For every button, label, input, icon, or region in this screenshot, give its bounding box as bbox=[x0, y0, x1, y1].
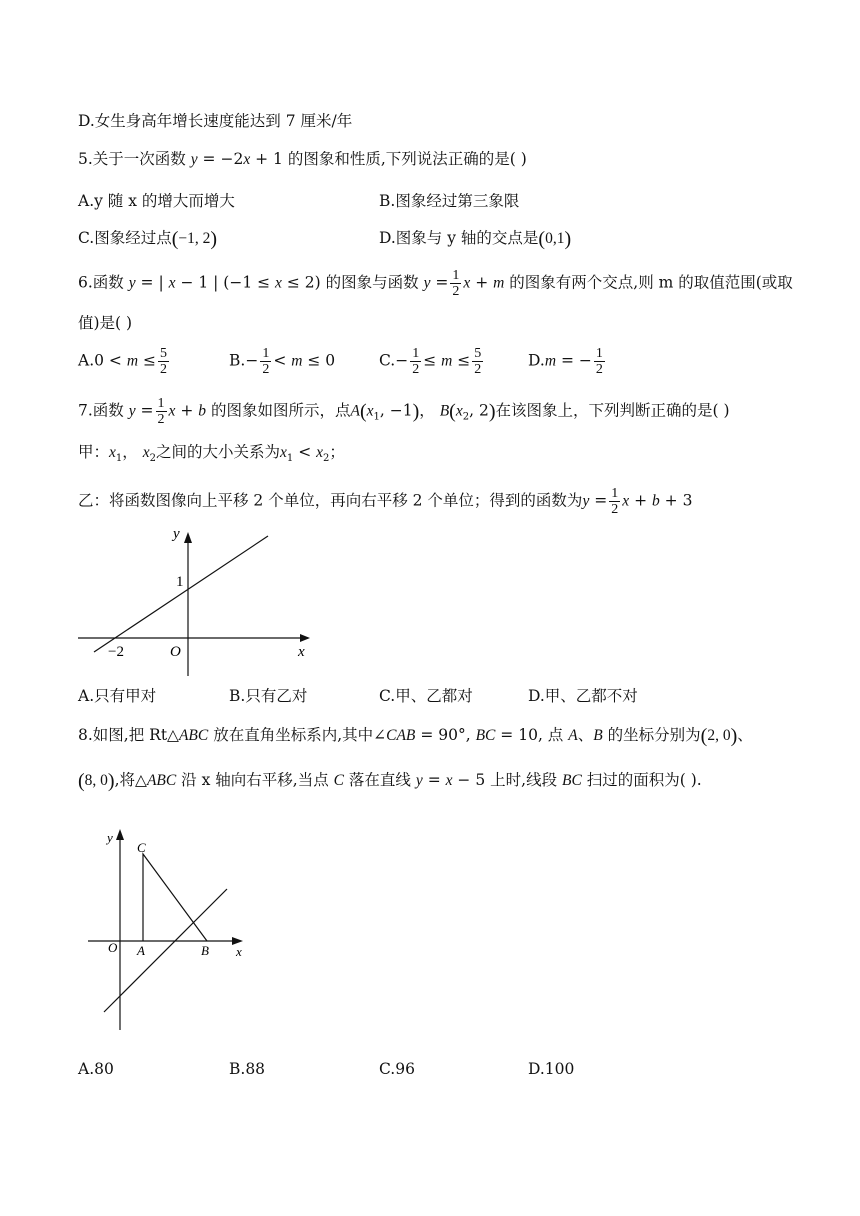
q6-option-b: B.− $\frac{1}{2}$ < m ≤ 0 bbox=[229, 346, 336, 377]
q6-stem-line2: 值)是( ) bbox=[78, 314, 133, 332]
q7-statement-yi: 乙：将函数图像向上平移 2 个单位，再向右平移 2 个单位；得到的函数为y = $\frac{1}{2}$ x + b + 3 bbox=[78, 486, 693, 517]
q8-option-d: D.100 bbox=[528, 1060, 575, 1078]
q8-option-c: C.96 bbox=[379, 1060, 415, 1078]
q7-origin-label: O bbox=[170, 644, 181, 660]
q7-function-line bbox=[94, 536, 268, 652]
q5-option-a: A.y 随 x 的增大而增大 bbox=[78, 192, 235, 210]
q8-option-b: B.88 bbox=[229, 1060, 266, 1078]
q8-origin-label: O bbox=[108, 940, 118, 955]
q7-y-arrow-icon bbox=[184, 532, 192, 543]
q7-statement-jia: 甲：$x_1$， $x_2$之间的大小关系为$x_1 < x_2$； bbox=[78, 443, 345, 465]
q8-point-a-label: A bbox=[137, 943, 145, 958]
q7-option-b: B.只有乙对 bbox=[229, 687, 308, 705]
q8-graph bbox=[80, 820, 260, 1035]
q8-triangle-abc bbox=[143, 854, 207, 941]
q8-option-a: A.80 bbox=[78, 1060, 114, 1078]
q7-option-a: A.只有甲对 bbox=[78, 687, 157, 705]
q6-option-d: D.m = − $\frac{1}{2}$ bbox=[528, 346, 603, 377]
q7-option-d: D.甲、乙都不对 bbox=[528, 687, 638, 705]
q7-x-arrow-icon bbox=[300, 634, 310, 642]
q8-x-label: x bbox=[236, 944, 242, 959]
q8-point-b-label: B bbox=[201, 943, 209, 958]
q7-stem: 7.函数 y = $\frac{1}{2}$ x + b 的图象如图所示，点$A(x_1$, −1)， $B(x_2$, 2)在该图象上，下列判断正确的是( ) bbox=[78, 396, 730, 427]
q5-option-d: D.图象与 y 轴的交点是(0,1) bbox=[379, 228, 572, 250]
q8-point-c-label: C bbox=[137, 840, 146, 855]
q7-intercept-label: 1 bbox=[176, 574, 184, 590]
q5-stem: 5.关于一次函数 y = −2x + 1 的图象和性质,下列说法正确的是( ) bbox=[78, 150, 527, 168]
q7-option-c: C.甲、乙都对 bbox=[379, 687, 473, 705]
q8-stem-line1: 8.如图,把 Rt△ABC 放在直角坐标系内,其中∠CAB = 90°, BC = 10, 点 A、B 的坐标分别为(2, 0)、 bbox=[78, 725, 753, 747]
q7-x-label: x bbox=[298, 644, 305, 660]
q8-y-arrow-icon bbox=[116, 829, 124, 840]
q4-option-d: D.女生身高年增长速度能达到 7 厘米/年 bbox=[78, 112, 353, 130]
q6-stem-line1: 6.函数 y = | x − 1 | (−1 ≤ x ≤ 2) 的图象与函数 y = $\frac{1}{2}$ x + m 的图象有两个交点,则 m 的取值范围(或取 bbox=[78, 268, 793, 299]
q7-xint-label: −2 bbox=[108, 644, 124, 660]
q7-graph bbox=[70, 518, 320, 678]
q8-stem-line2: (8, 0),将△ABC 沿 x 轴向右平移,当点 C 落在直线 y = x − 5 上时,线段 BC 扫过的面积为( ). bbox=[78, 770, 702, 792]
q6-option-a: A.0 < m ≤ $\frac{5}{2}$ bbox=[78, 346, 167, 377]
q5-option-c: C.图象经过点(−1, 2) bbox=[78, 228, 218, 250]
q5-option-b: B.图象经过第三象限 bbox=[379, 192, 520, 210]
q7-y-label: y bbox=[173, 526, 180, 542]
q6-option-c: C.− $\frac{1}{2}$ ≤ m ≤ $\frac{5}{2}$ bbox=[379, 346, 482, 377]
q8-y-label: y bbox=[107, 830, 113, 845]
